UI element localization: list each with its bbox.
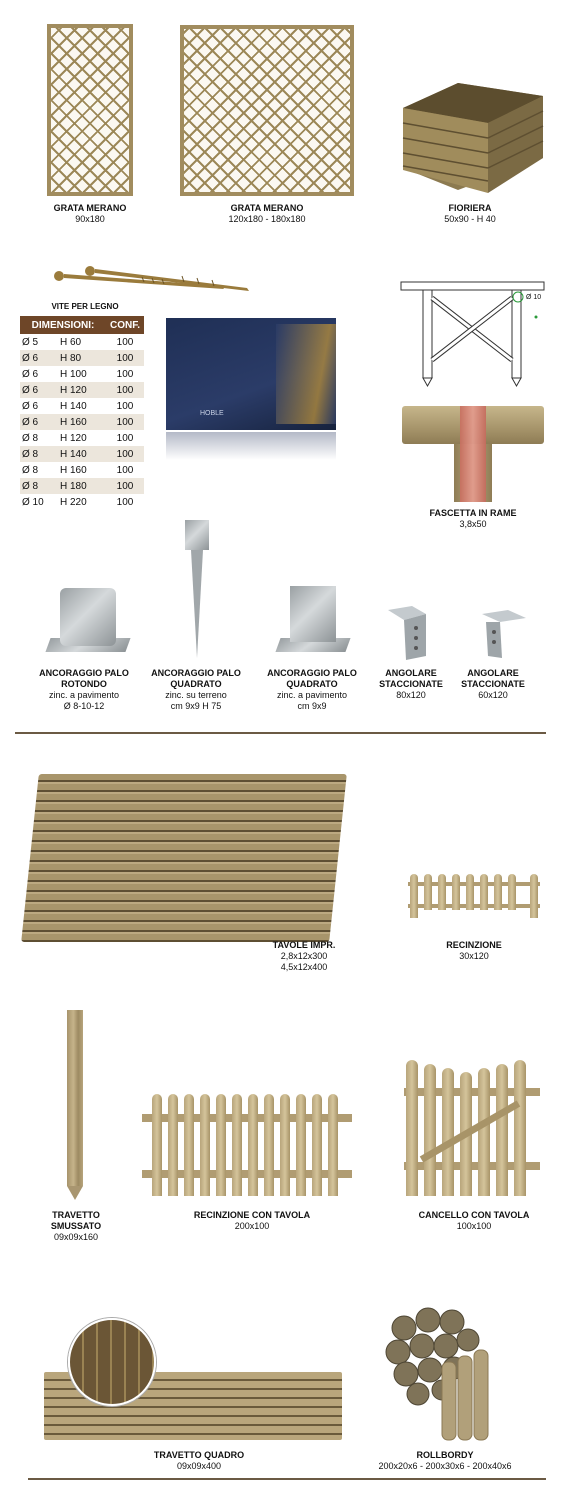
- grata-merano-1-title: GRATA MERANO: [53, 203, 127, 213]
- ancoraggio-rotondo-line2: Ø 8-10-12: [63, 701, 105, 711]
- anchor-socket: [185, 520, 209, 550]
- tavole-stack-image: [21, 774, 347, 942]
- ancoraggio-terreno-image: [183, 520, 213, 660]
- fence-picket: [328, 1094, 338, 1196]
- length-cell: H 80: [58, 350, 106, 366]
- recinzione-30x120-image: [408, 872, 540, 920]
- angolare-1-title1: ANGOLARE: [385, 668, 437, 678]
- conf-cell: 100: [106, 478, 144, 494]
- ancoraggio-rotondo-title1: ANCORAGGIO PALO: [39, 668, 129, 678]
- post-tip: [67, 1186, 83, 1200]
- length-cell: H 60: [60, 336, 82, 348]
- grata-merano-1-caption: [35, 203, 145, 225]
- rollbordy-title: ROLLBORDY: [416, 1450, 474, 1460]
- length-cell: H 100: [60, 368, 87, 380]
- conf-cell: 100: [116, 496, 134, 508]
- grata-merano-120x180-image: [180, 25, 354, 196]
- screw-box-image: [166, 318, 336, 430]
- fascetta-size: 3,8x50: [459, 519, 487, 529]
- conf-cell: 100: [106, 382, 144, 398]
- angolare-1-caption: [370, 668, 452, 701]
- fence-picket: [452, 874, 460, 910]
- gate-picket: [442, 1068, 454, 1196]
- length-cell: H 160: [60, 464, 87, 476]
- cancello-title: CANCELLO CON TAVOLA: [418, 1210, 530, 1220]
- ancoraggio-terreno-title1: ANCORAGGIO PALO: [151, 668, 241, 678]
- angolare-1-title2: STACCIONATE: [379, 679, 443, 689]
- conf-cell: 100: [106, 414, 144, 430]
- diameter-cell: Ø 8: [20, 478, 58, 494]
- anchor-square-socket: [290, 586, 336, 642]
- fence-picket: [168, 1094, 178, 1196]
- copper-strap: [460, 406, 486, 502]
- gate-picket: [424, 1064, 436, 1196]
- diameter-label: Ø 10: [526, 294, 542, 301]
- rollbordy-size: 200x20x6 - 200x30x6 - 200x40x6: [378, 1461, 512, 1471]
- diameter-cell: Ø 6: [20, 350, 58, 366]
- tavole-title: TAVOLE IMPR.: [272, 940, 336, 950]
- cancello-size: 100x100: [456, 1221, 492, 1231]
- diameter-cell: Ø 6: [20, 414, 58, 430]
- angolare-2-size: 60x120: [478, 690, 508, 700]
- vite-title: VITE PER LEGNO: [51, 302, 119, 311]
- diameter-cell: Ø 10: [22, 496, 44, 508]
- fioriera-title: FIORIERA: [448, 203, 492, 213]
- angolare-80x120-image: [386, 604, 428, 662]
- ancoraggio-terreno-line1: zinc. su terreno: [165, 690, 227, 700]
- table-row: [20, 350, 144, 366]
- fence-picket: [410, 874, 418, 918]
- fence-picket: [200, 1094, 210, 1196]
- fence-picket: [232, 1094, 242, 1196]
- screw-size-table: [20, 316, 144, 510]
- ancoraggio-pavimento-line2: cm 9x9: [297, 701, 327, 711]
- cancello-caption: [404, 1210, 544, 1232]
- fioriera-caption: [415, 203, 525, 225]
- length-cell: H 140: [60, 400, 87, 412]
- length-cell: H 220: [60, 496, 87, 508]
- angolare-2-title1: ANGOLARE: [467, 668, 519, 678]
- fence-picket: [494, 874, 502, 910]
- ancoraggio-pavimento-line1: zinc. a pavimento: [276, 690, 348, 700]
- grata-merano-2-caption: [196, 203, 338, 225]
- fence-picket: [530, 874, 538, 918]
- wood-screws-image: [52, 266, 252, 296]
- fence-picket: [152, 1094, 162, 1196]
- bottom-divider: [28, 1478, 546, 1480]
- recinzione-size: 30x120: [459, 951, 489, 961]
- travetto-quadro-size: 09x09x400: [176, 1461, 222, 1471]
- screw-box-side: [276, 324, 336, 424]
- diameter-cell: Ø 5: [22, 336, 39, 348]
- grata-merano-90x180-image: [47, 24, 133, 196]
- rollbordy-caption: [360, 1450, 530, 1472]
- fence-picket: [296, 1094, 306, 1196]
- conf-cell: 100: [106, 446, 144, 462]
- table-row: [20, 414, 144, 430]
- table-row: [20, 462, 144, 478]
- travetto-smussato-caption: [36, 1210, 116, 1243]
- length-cell: H 120: [60, 432, 87, 444]
- tavole-size-2: 4,5x12x400: [280, 962, 328, 972]
- conf-cell: 100: [106, 350, 144, 366]
- conf-cell: 100: [116, 368, 134, 380]
- travetto-smussato-title2: SMUSSATO: [50, 1221, 102, 1231]
- ancoraggio-rotondo-image: [48, 588, 128, 660]
- gate-picket: [406, 1060, 418, 1196]
- grata-merano-1-size: 90x180: [75, 214, 105, 224]
- screw-box-label: HOBLE: [200, 410, 224, 417]
- gate-picket: [496, 1064, 508, 1196]
- travetto-quadro-caption: [134, 1450, 264, 1472]
- fascetta-image: [402, 406, 544, 502]
- anchor-round-tube: [60, 588, 116, 646]
- ancoraggio-rotondo-caption: [28, 668, 140, 712]
- conf-cell: 100: [116, 400, 134, 412]
- travetto-smussato-size: 09x09x160: [53, 1232, 99, 1242]
- recinzione-title: RECINZIONE: [446, 940, 502, 950]
- ancoraggio-terreno-title2: QUADRATO: [170, 679, 222, 689]
- diameter-cell: Ø 6: [22, 368, 39, 380]
- gate-picket: [514, 1060, 526, 1196]
- fioriera-size: 50x90 - H 40: [444, 214, 496, 224]
- fence-picket: [508, 874, 516, 910]
- screw-box-reflection: [166, 432, 336, 460]
- recinzione-tavola-title: RECINZIONE CON TAVOLA: [193, 1210, 311, 1220]
- fence-picket: [466, 874, 474, 910]
- table-row: [20, 494, 144, 510]
- fence-picket: [480, 874, 488, 910]
- recinzione-tavola-size: 200x100: [234, 1221, 270, 1231]
- table-row: [20, 382, 144, 398]
- grata-merano-2-title: GRATA MERANO: [230, 203, 304, 213]
- fascetta-caption: [413, 508, 533, 530]
- length-cell: H 180: [58, 478, 106, 494]
- ancoraggio-terreno-line2: cm 9x9 H 75: [170, 701, 222, 711]
- fence-picket: [248, 1094, 258, 1196]
- travetto-quadro-detail: [68, 1318, 156, 1406]
- conf-cell: 100: [116, 336, 134, 348]
- rollbordy-image: [382, 1306, 498, 1442]
- angolare-2-title2: STACCIONATE: [461, 679, 525, 689]
- table-row: [20, 398, 144, 414]
- length-cell: H 160: [58, 414, 106, 430]
- angolare-2-caption: [452, 668, 534, 701]
- angolare-60x120-image: [480, 608, 528, 660]
- post-body: [67, 1010, 83, 1186]
- conf-cell: 100: [116, 464, 134, 476]
- diameter-cell: Ø 8: [22, 464, 39, 476]
- diameter-cell: Ø 8: [20, 446, 58, 462]
- ancoraggio-rotondo-title2: ROTONDO: [61, 679, 107, 689]
- diameter-cell: Ø 8: [22, 432, 39, 444]
- travetto-smussato-image: [67, 1004, 83, 1200]
- recinzione-tavola-caption: [172, 1210, 332, 1232]
- fence-picket: [216, 1094, 226, 1196]
- tavole-caption: [256, 940, 352, 973]
- table-row: [20, 478, 144, 494]
- section-divider: [15, 732, 546, 734]
- ancoraggio-pavimento-title1: ANCORAGGIO PALO: [267, 668, 357, 678]
- fascetta-title: FASCETTA IN RAME: [429, 508, 517, 518]
- table-row: [20, 334, 144, 350]
- header-dimensioni: DIMENSIONI:: [20, 316, 106, 334]
- travetto-smussato-title1: TRAVETTO: [52, 1210, 100, 1220]
- fence-picket: [264, 1094, 274, 1196]
- fence-picket: [438, 874, 446, 910]
- recinzione-caption: [424, 940, 524, 962]
- conf-cell: 100: [116, 432, 134, 444]
- table-row: [20, 446, 144, 462]
- ancoraggio-pavimento-caption: [256, 668, 368, 712]
- fioriera-image: [398, 78, 546, 196]
- recinzione-tavola-image: [142, 1090, 352, 1200]
- gate-picket: [478, 1068, 490, 1196]
- header-conf: CONF.: [106, 316, 144, 334]
- fence-picket: [280, 1094, 290, 1196]
- angolare-1-size: 80x120: [396, 690, 426, 700]
- ancoraggio-pavimento-title2: QUADRATO: [286, 679, 338, 689]
- ancoraggio-pavimento-image: [278, 586, 348, 662]
- length-cell: H 140: [58, 446, 106, 462]
- diameter-cell: Ø 6: [20, 382, 58, 398]
- anchor-spike: [191, 550, 203, 658]
- cancello-image: [404, 1058, 540, 1198]
- diameter-cell: Ø 6: [22, 400, 39, 412]
- ancoraggio-rotondo-line1: zinc. a pavimento: [48, 690, 120, 700]
- tavole-size-1: 2,8x12x300: [280, 951, 328, 961]
- table-row: [20, 430, 144, 446]
- table-row: [20, 366, 144, 382]
- fence-picket: [184, 1094, 194, 1196]
- grata-merano-2-size: 120x180 - 180x180: [228, 214, 306, 224]
- fence-picket: [424, 874, 432, 910]
- ancoraggio-terreno-caption: [140, 668, 252, 712]
- fence-picket: [312, 1094, 322, 1196]
- length-cell: H 120: [58, 382, 106, 398]
- travetto-quadro-title: TRAVETTO QUADRO: [153, 1450, 245, 1460]
- screw-table-header: [20, 316, 144, 334]
